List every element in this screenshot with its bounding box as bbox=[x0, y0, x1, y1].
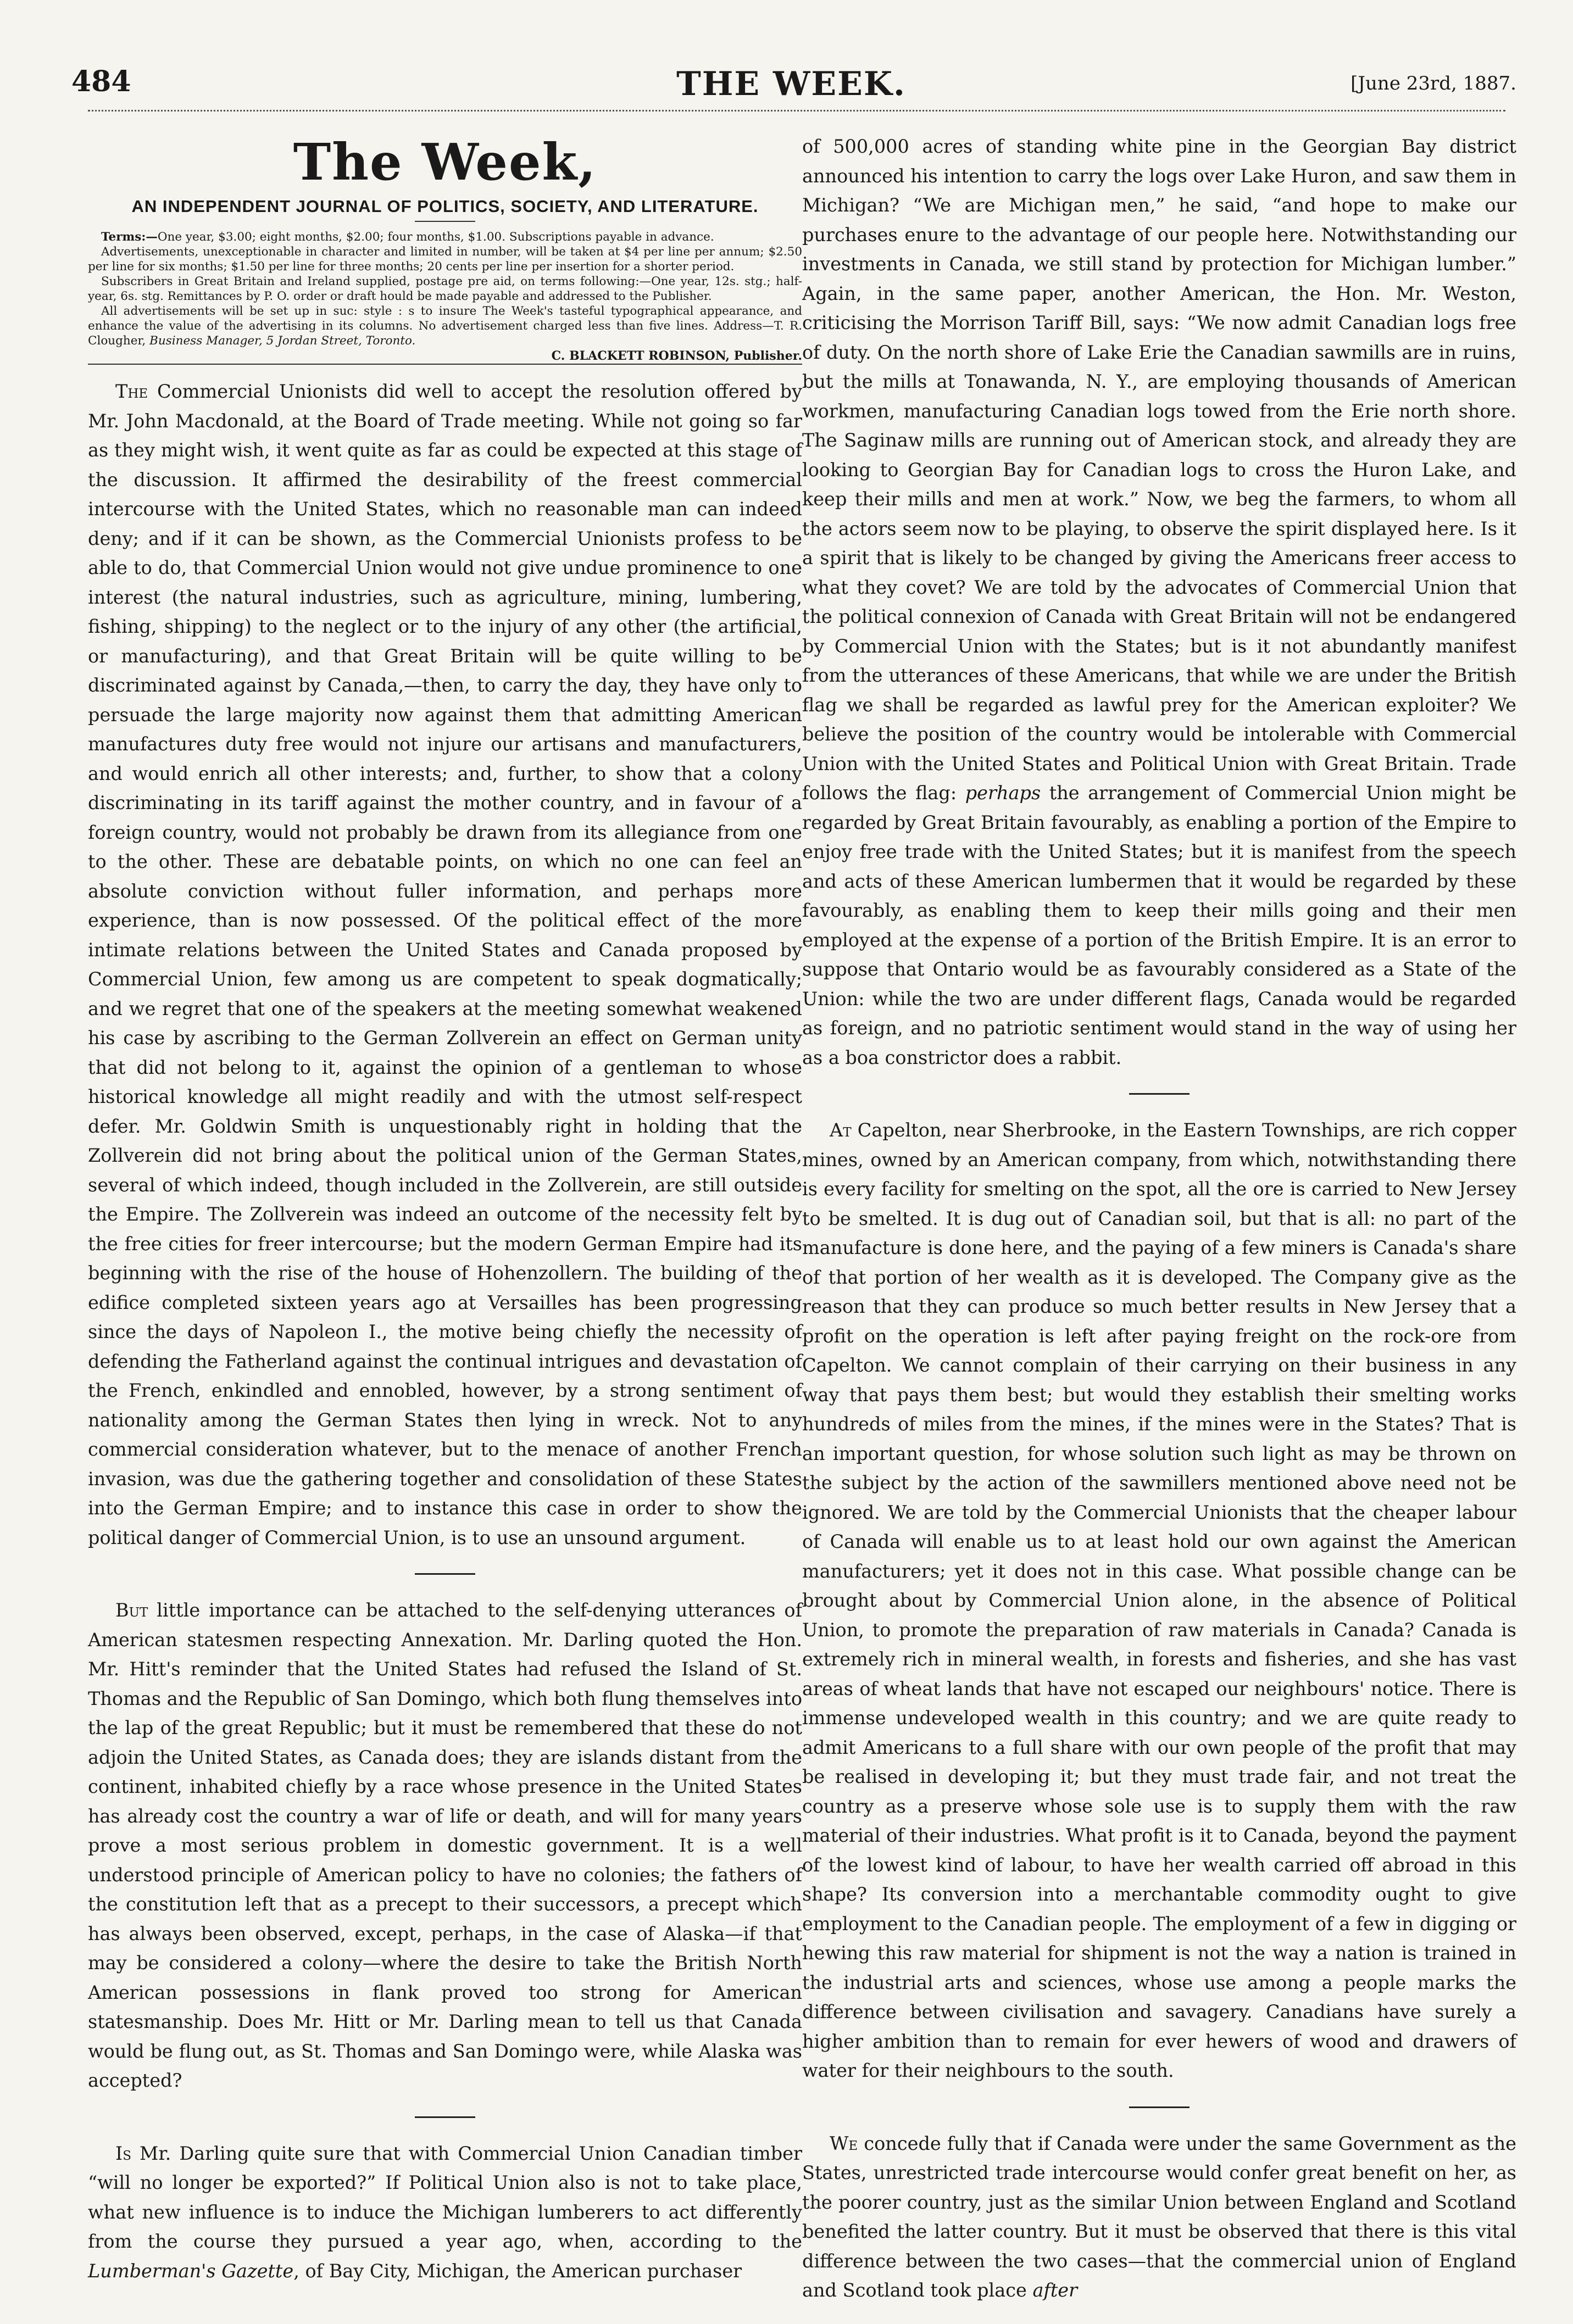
article-paragraph bbox=[802, 2129, 1516, 2305]
article-paragraph bbox=[88, 2139, 802, 2286]
paragraph-text: of 500,000 acres of standing white pine in the Georgian Bay district announced his intention to carry the logs over Lake Huron, and saw them in Michigan? “We are Michigan men,” he said, “and hope to make our purchases enure to the advantage of our people here. Notwithstanding our investments in Canada, we still stand by protection for Michigan lumber.” Again, in the same paper, another American, the Hon. Mr. Weston, criticising the Morrison Tariff Bill, says: “We now admit Canadian logs free of duty. On the north shore of Lake Erie the Canadian sawmills are in ruins, but the mills at Tonawanda, N. Y., are employing thousands of American workmen, manufacturing Canadian logs towed from the Erie north shore. The Saginaw mills are running out of American stock, and already they are looking to Georgian Bay for Canadian logs to cross the Huron Lake, and keep their mills and men at work.” Now, we beg the farmers, to whom all the actors seem now to be playing, to observe the spirit displayed here. Is it a spirit that is likely to be changed by giving the Americans freer access to what they covet? We are told by the advocates of Commercial Union that the political connexion of Canada with Great Britain will not be endangered by Commercial Union with the States; but is it not abundantly manifest from the utterances of these Americans, that while we are under the British flag we shall be regarded as lawful prey for the American exploiter? We believe the position of the country would be intolerable with Commercial Union with the United States and Political Union with Great Britain. Trade follows the flag: bbox=[802, 136, 1516, 804]
paragraph-lead-word: But bbox=[115, 1600, 148, 1621]
section-divider bbox=[1129, 2106, 1190, 2108]
paragraph-text: concede fully that if Canada were under the same Government as the States, unrestricted trade intercourse would confer great benefit on her, as the poorer country, just as the similar Union between England and Scotland benefited the latter country. But it must be observed that there is this vital difference between the two cases—that the commercial union of England and Scotland took place bbox=[802, 2132, 1516, 2301]
running-head bbox=[66, 65, 1516, 109]
paragraph-lead-word: The bbox=[115, 381, 148, 402]
masthead bbox=[88, 132, 802, 222]
section-divider bbox=[415, 2116, 475, 2118]
advertisements-notice bbox=[88, 244, 802, 274]
paragraph-text: little importance can be attached to the self-denying utterances of American statesmen respecting Annexation. Mr. Darling quoted the Hon. Mr. Hitt's reminder that the United States had refused the Island of St. Thomas and the Republic of San Domingo, which both flung themselves into the lap of the great Republic; but it must be remembered that these do not adjoin the United States, as Canada does; they are islands distant from the continent, inhabited chiefly by a race whose presence in the United States has already cost the country a war of life or death, and will for many years prove a most serious problem in domestic government. It is a well understood principle of American policy to have no colonies; the fathers of the constitution left that as a precept to their successors, a precept which has always been observed, except, perhaps, in the case of Alaska—if that may be considered a colony—where the desire to take the British North American possessions in flank proved too strong for American statesmanship. Does Mr. Hitt or Mr. Darling mean to tell us that Canada would be flung out, as St. Thomas and San Domingo were, while Alaska was accepted? bbox=[88, 1600, 802, 2091]
right-column bbox=[802, 132, 1516, 2301]
masthead-subtitle: AN INDEPENDENT JOURNAL OF POLITICS, SOCIETY, AND LITERATURE. bbox=[131, 197, 759, 216]
settings-notice bbox=[88, 304, 802, 348]
article-paragraph bbox=[802, 1116, 1516, 2086]
settings-text: All advertisements will be set up in suc: style : s to insure The Week's tasteful typographical appearance, and enhance the value of the advertising in its columns. No advertisement charged less than five lines. bbox=[88, 304, 802, 333]
notice-rule bbox=[88, 364, 802, 365]
header-rule bbox=[88, 110, 1505, 112]
article-paragraph bbox=[802, 132, 1516, 1072]
emphasis-word: perhaps bbox=[965, 782, 1041, 804]
paragraph-text: Commercial Unionists did well to accept the resolution offered by Mr. John Macdonald, at the Board of Trade meeting. While not going so far as they might wish, it went quite as far as could be expected at this stage of the discussion. It affirmed the desirability of the freest commercial intercourse with the United States, which no reasonable man can indeed deny; and if it can be shown, as the Commercial Unionists profess to be able to do, that Commercial Union would not give undue prominence to one interest (the natural industries, such as agriculture, mining, lumbering, fishing, shipping) to the neglect or to the injury of any other (the artificial, or manufacturing), and that Great Britain will be quite willing to be discriminated against by Canada,—then, to carry the day, they have only to persuade the large majority now against them that admitting American manufactures duty free would not injure our artisans and manufacturers, and would enrich all other interests; and, further, to show that a colony discriminating in its tariff against the mother country, and in favour of a foreign country, would not probably be drawn from its allegiance from one to the other. These are debatable points, on which no one can feel an absolute conviction without fuller information, and perhaps more experience, than is now possessed. Of the political effect of the more intimate relations between the United States and Canada proposed by Commercial Union, few among us are competent to speak dogmatically; and we regret that one of the speakers at the meeting somewhat weakened his case by ascribing to the German Zollverein an effect on German unity that did not belong to it, against the opinion of a gentleman to whose historical knowledge all might readily and with the utmost self-respect defer. Mr. Goldwin Smith is unquestionably right in holding that the Zollverein did not bring about the political union of the German States, several of which indeed, though included in the Zollverein, are still outside the Empire. The Zollverein was indeed an outcome of the necessity felt by the free cities for freer intercourse; but the modern German Empire had its beginning with the rise of the house of Hohenzollern. The building of the edifice completed sixteen years ago at Versailles has been progressing since the days of Napoleon I., the motive being chiefly the necessity of defending the Fatherland against the continual intrigues and devastation of the French, enkindled and ennobled, however, by a strong sentiment of nationality among the German States then lying in wreck. Not to any commercial consideration whatever, but to the menace of another French invasion, was due the gathering together and consolidation of these States into the German Empire; and to instance this case in order to show the political danger of Commercial Union, is to use an unsound argument. bbox=[88, 381, 802, 1548]
address-text: Business Manager, 5 Jordan Street, Toronto. bbox=[149, 334, 416, 348]
subscribers-notice: Subscribers in Great Britain and Ireland supplied, postage pre aid, on terms following:—One year, 12s. stg.; half-year, 6s. stg. Remittances by P. O. order or draft hould be made payable and addressed to the Publisher. bbox=[88, 275, 802, 303]
paragraph-lead-word: We bbox=[830, 2132, 858, 2154]
advertisements-label: Advertisements, bbox=[101, 245, 199, 259]
paragraph-lead-word: At bbox=[830, 1119, 852, 1141]
paragraph-tail: the arrangement of Commercial Union might be regarded by Great Britain favourably, as enabling a portion of the Empire to enjoy free trade with the United States; but it is manifest from the speech and acts of these American lumbermen that it would be regarded by these favourably, as enabling them to keep their mills going and their men employed at the expense of a portion of the British Empire. It is an error to suppose that Ontario would be as favourably considered as a State of the Union: while the two are under different flags, Canada would be regarded as foreign, and no patriotic sentiment would stand in the way of using her as a boa constrictor does a rabbit. bbox=[802, 782, 1516, 1068]
journal-title: THE WEEK. bbox=[676, 65, 906, 103]
article-paragraph bbox=[88, 1596, 802, 2095]
paragraph-text: Capelton, near Sherbrooke, in the Eastern Townships, are rich copper mines, owned by an American company, from which, notwithstanding there is every facility for smelting on the spot, all the ore is carried to New Jersey to be smelted. It is dug out of Canadian soil, but that is all: no part of the manufacture is done here, and the paying of a few miners is Canada's share of that portion of her wealth as it is developed. The Company give as the reason that they can produce so much better results in New Jersey that a profit on the operation is left after paying freight on the rock-ore from Capelton. We cannot complain of their carrying on their business in any way that pays them best; but would they establish their smelting works hundreds of miles from the mines, if the mines were in the States? That is an important question, for whose solution such light as may be thrown on the subject by the action of the sawmillers mentioned above need not be ignored. We are told by the Commercial Unionists that the cheaper labour of Canada will enable us to at least hold our own against the American manufacturers; yet it does not in this case. What possible change can be brought about by Commercial Union alone, in the absence of Political Union, to promote the preparation of raw materials in Canada? Canada is extremely rich in mineral wealth, in forests and fisheries, and she has vast areas of wheat lands that have not escaped our neighbours' notice. There is immense undeveloped wealth in this country; and we are quite ready to admit Americans to a full share with our own people of the profit that may be realised in developing it; but they must trade fair, and not treat the country as a preserve whose sole use is to supply them with the raw material of their industries. What profit is it to Canada, beyond the payment of the lowest kind of labour, to have her wealth carried off abroad in this shape? Its conversion into a merchantable commodity ought to give employment to the Canadian people. The employment of a few in digging or hewing this raw material for shipment is not the way a nation is trained in the industrial arts and sciences, whose use among a people marks the difference between civilisation and savagery. Canadians have surely a higher ambition than to remain for ever hewers of wood and drawers of water for their neighbours to the south. bbox=[802, 1119, 1516, 2081]
newspaper-name: Lumberman's Gazette bbox=[88, 2260, 294, 2282]
masthead-title: The Week, bbox=[293, 132, 597, 192]
left-column bbox=[88, 132, 802, 2282]
paragraph-text: Mr. Darling quite sure that with Commercial Union Canadian timber “will no longer be exported?” If Political Union also is not to take place, what new influence is to induce the Michigan lumberers to act differently from the course they pursued a year ago, when, according to the bbox=[88, 2142, 802, 2252]
page-number: 484 bbox=[71, 65, 131, 98]
publisher-name: C. BLACKETT ROBINSON, Publisher. bbox=[551, 349, 802, 363]
issue-date: [June 23rd, 1887. bbox=[1350, 73, 1516, 94]
paragraph-lead-word: Is bbox=[115, 2142, 131, 2164]
emphasis-word: after bbox=[1032, 2280, 1078, 2301]
article-paragraph bbox=[88, 377, 802, 1552]
advertisements-text: unexceptionable in character and limited in number, will be taken at $4 per line per annum; $2.50 per line for six months; $1.50 per line for three months; 20 cents per line per insertion for a shorter period. bbox=[88, 245, 802, 274]
masthead-rule bbox=[415, 221, 475, 222]
terms-notice bbox=[88, 230, 802, 244]
section-divider bbox=[415, 1573, 475, 1575]
paragraph-tail: , of Bay City, Michigan, the American purchaser bbox=[293, 2260, 742, 2282]
section-divider bbox=[1129, 1093, 1190, 1095]
address-label: Address—T. R. Clougher, bbox=[88, 319, 802, 348]
terms-label: Terms:— bbox=[101, 230, 158, 244]
terms-text: One year, $3.00; eight months, $2.00; four months, $1.00. Subscriptions payable in advance. bbox=[157, 230, 714, 244]
